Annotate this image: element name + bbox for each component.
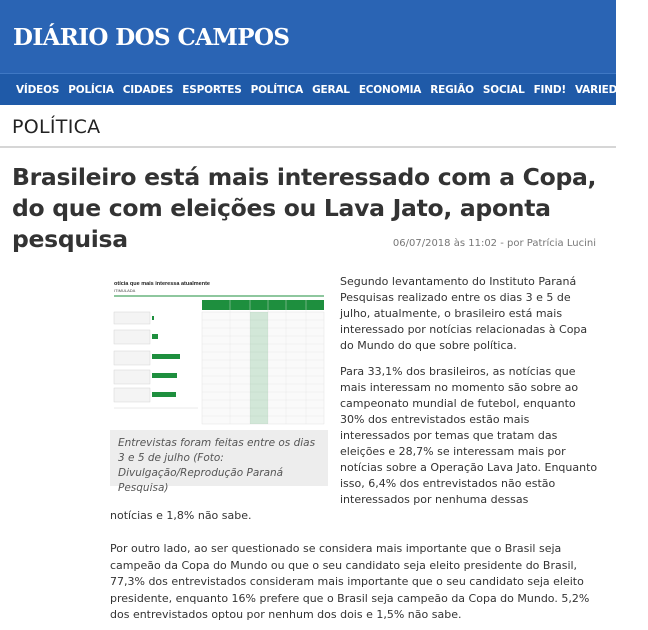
article-headline: Brasileiro está mais interessado com a Copa, do que com eleições ou Lava Jato, aponta pesquisa [12,163,597,253]
article-paragraph-2-continued: notícias e 1,8% não sabe. [110,509,252,522]
chart-title: otícia que mais interessa atualmente [114,281,210,287]
article-paragraph-2: Para 33,1% dos brasileiros, as notícias que mais interessam no momento são sobre ao campeonato mundial de futebol, enquanto 30% dos entrevistados estão mais interessados por temas que tratam das eleições e 28,7% se interessam mais por notícias sobre a Operação Lava Jato. Enquanto isso, 6,4% dos entrevistados não estão interessados por nenhuma dessas [340,365,598,506]
nav-item-policia[interactable]: POLÍCIA [68,83,114,96]
nav-item-regiao[interactable]: REGIÃO [430,83,474,96]
section-divider [0,146,616,148]
nav-item-social[interactable]: SOCIAL [482,83,525,96]
article-image[interactable] [110,266,328,430]
chart-table [202,300,324,424]
chart-subtitle: ITIMULADA [114,288,136,293]
masthead [0,0,616,73]
nav-item-variedades[interactable]: VARIEDADES [574,83,648,96]
article-figure [110,266,328,494]
nav-item-esportes[interactable]: ESPORTES [182,83,242,96]
article-byline: 06/07/2018 às 11:02 - por Patrícia Lucini [392,238,596,249]
site-logo[interactable]: DIÁRIO DOS CAMPOS [13,24,290,51]
nav-item-politica[interactable]: POLÍTICA [250,83,304,96]
main-nav [0,73,648,105]
article-body-column [340,274,602,518]
article-paragraph-1: Segundo levantamento do Instituto Paraná Pesquisas realizado entre os dias 3 e 5 de julho, atualmente, o brasileiro está mais interessado por notícias relacionadas à Copa do Mundo do que sobre política. [340,275,588,352]
nav-item-cidades[interactable]: CIDADES [122,83,174,96]
nav-item-geral[interactable]: GERAL [312,83,350,96]
nav-item-economia[interactable]: ECONOMIA [358,83,422,96]
article-paragraph-3: Por outro lado, ao ser questionado se considera mais importante que o Brasil seja campeão da Copa do Mundo ou que o seu candidato seja eleito presidente do Brasil, 77,3% dos entrevistados consideram mais importante que o seu candidato seja eleito presidente, enquanto 16% prefere que o Brasil seja campeão da Copa do Mundo. 5,2% dos entrevistados optou por nenhum dos dois e 1,5% não sabe. [110,542,590,621]
figure-caption: Entrevistas foram feitas entre os dias 3 e 5 de julho (Foto: Divulgação/Reprodução Paraná Pesquisa) [118,437,316,494]
nav-item-videos[interactable]: VÍDEOS [16,83,60,96]
nav-item-find[interactable]: FIND! [533,83,566,96]
section-title: POLÍTICA [12,116,101,138]
